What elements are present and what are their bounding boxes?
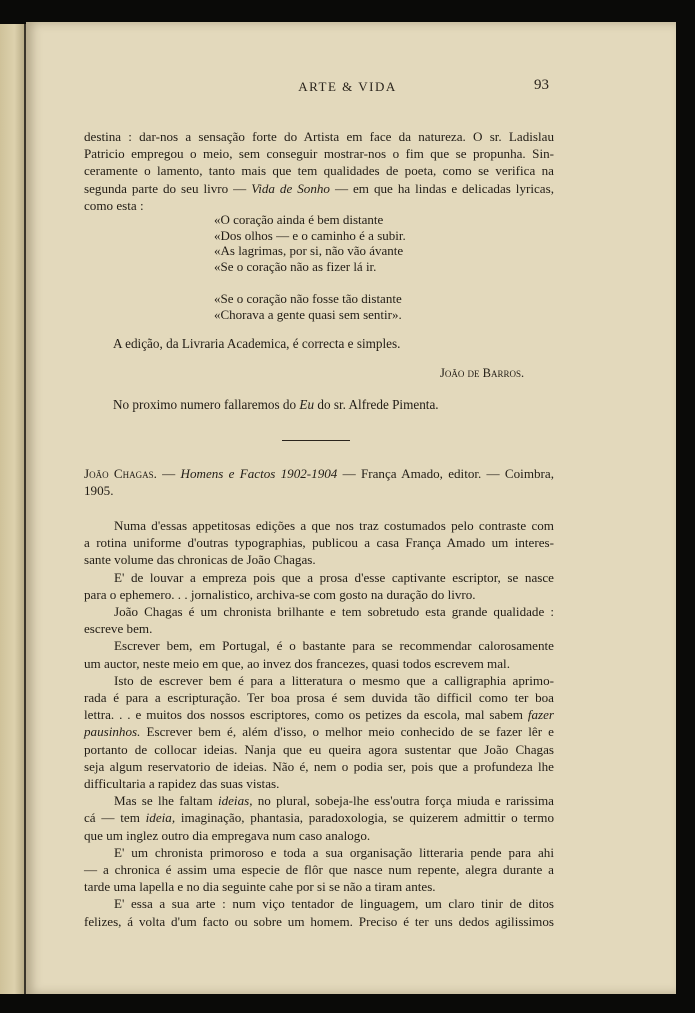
text-line: um auctor, neste meio em que, ao invez dos francezes, quasi todos escrevem mal. [84,655,510,671]
text-line: seja algum reservatorio de ideias. Não é, nem o podia ser, pois que a profundeza lhe [84,758,554,774]
book-title: Homens e Factos 1902-1904 [180,466,338,481]
text-line: felizes, á volta d'um facto ou sobre um homem. Preciso é ter uns dedos agilissimos [84,913,554,929]
text-line: como esta : [84,197,144,213]
text-line: ceramente o lamento, tanto mais que tem qualidades de poeta, como se verifica na [84,163,554,179]
text-run: segunda parte do seu livro — [84,180,252,196]
book-title: Eu [299,397,315,412]
verse-line: «Dos olhos — e o caminho é a subir. [214,227,406,243]
text-line: 1905. [84,483,114,499]
verse-line: «O coração ainda é bem distante [214,212,384,227]
text-line: Isto de escrever bem é para a litteratura o mesmo que a calligraphia aprimo- [114,672,554,688]
text-run: No proximo numero fallaremos do [113,397,300,412]
author-name: João Chagas. [84,466,157,481]
verse-line: «Se o coração não as fizer lá ir. [214,258,377,274]
next-issue-note [113,397,439,413]
text-line: Numa d'essas appetitosas edições a que nos traz costumados pelo contraste com [114,518,554,533]
text-run: do sr. Alfrede Pimenta. [314,397,439,412]
text-line: E' um chronista primoroso e toda a sua organisação litteraria pende para ahi [114,844,554,860]
text-line: — a chronica é assim uma especie de flôr que nasce num repente, alegra durante a [84,862,554,878]
text-run: lettra. . . e muitos dos nossos escriptores, como os petizes da escola, mal sabem [84,707,528,723]
text-line: que um inglez outro dia empregava num caso analogo. [84,827,371,843]
book-title: Vida de Sonho [251,180,330,196]
text-run: cá — tem [84,810,146,826]
text-line: para o ephemero. . . jornalistico, archiva-se com gosto na duração do livro. [84,586,476,602]
text-line [84,809,554,826]
signature: João de Barros. [440,366,525,380]
verse-stanza-1 [214,212,406,274]
review2-heading [84,465,554,499]
text-line: a rotina uniforme d'outras typographias, publicou a casa França Amado um interes- [84,535,554,551]
text-line: Patricio empregou o meio, sem conseguir mostrar-nos o fim que se propunha. Sin- [84,146,554,162]
text-line: E' essa a sua arte : num viço tentador de linguagem, um claro tinir de ditos [114,896,554,912]
text-line [84,723,554,740]
verse-stanza-2 [214,291,402,322]
text-run: — em que ha lindas e delicadas lyricas, [329,180,554,196]
italic-word: fazer [527,707,554,723]
text-line: portanto de collocar ideias. Nanja que eu queira agora sustentar que João Chagas [84,741,554,757]
italic-word: ideia, [145,810,176,826]
edition-note: A edição, da Livraria Academica, é correcta e simples. [113,336,401,351]
text-line [84,792,554,809]
text-run: imaginação, phantasia, paradoxologia, se quizerem admittir o termo [175,810,554,826]
text-line: difficultaria a rapidez das suas vistas. [84,776,280,792]
page-number: 93 [534,77,549,93]
running-title: ARTE & VIDA [298,79,397,94]
verse-line: «Chorava a gente quasi sem sentir». [214,306,402,322]
italic-word: ideias, [217,793,253,809]
text-line: rada é para a escripturação. Ter boa prosa é sem duvida tão difficil como ter boa [84,690,554,706]
verse-line: «Se o coração não fosse tão distante [214,291,402,306]
text-line: E' de louvar a empreza pois que a prosa d'esse captivante escriptor, se nasce [114,569,554,585]
text-line: escreve bem. [84,621,153,637]
verse-line: «As lagrimas, por si, não vão ávante [214,243,404,258]
text-line: sante volume das chronicas de João Chagas. [84,552,316,568]
text-line: João Chagas é um chronista brilhante e tem sobretudo esta grande qualidade : [114,604,554,620]
text-run: Mas se lhe faltam [114,793,218,809]
text-line [84,180,554,197]
text-line: destina : dar-nos a sensação forte do Artista em face da natureza. O sr. Ladislau [84,129,554,144]
italic-word: pausinhos. [84,724,141,740]
review1-paragraph [84,128,554,214]
review2-body [84,517,554,930]
text-line: João Chagas. — Homens e Factos 1902-1904 — França Amado, editor. — Coimbra, [84,466,554,481]
text-run: Escrever bem é, além d'isso, o melhor meio conhecido de se fazer lêr e [140,724,554,740]
text-line: tarde uma lapella e no dia seguinte cahe por si se não a tiram antes. [84,879,436,895]
text-run: — França Amado, editor. — Coimbra, [337,466,554,481]
section-divider [282,440,350,441]
text-run: no plural, sobeja-lhe ess'outra força miuda e rarissima [252,793,554,809]
text-line [84,706,554,723]
text-line: Escrever bem, em Portugal, é o bastante para se recommendar calorosamente [114,638,554,654]
previous-page-edge [0,24,26,994]
